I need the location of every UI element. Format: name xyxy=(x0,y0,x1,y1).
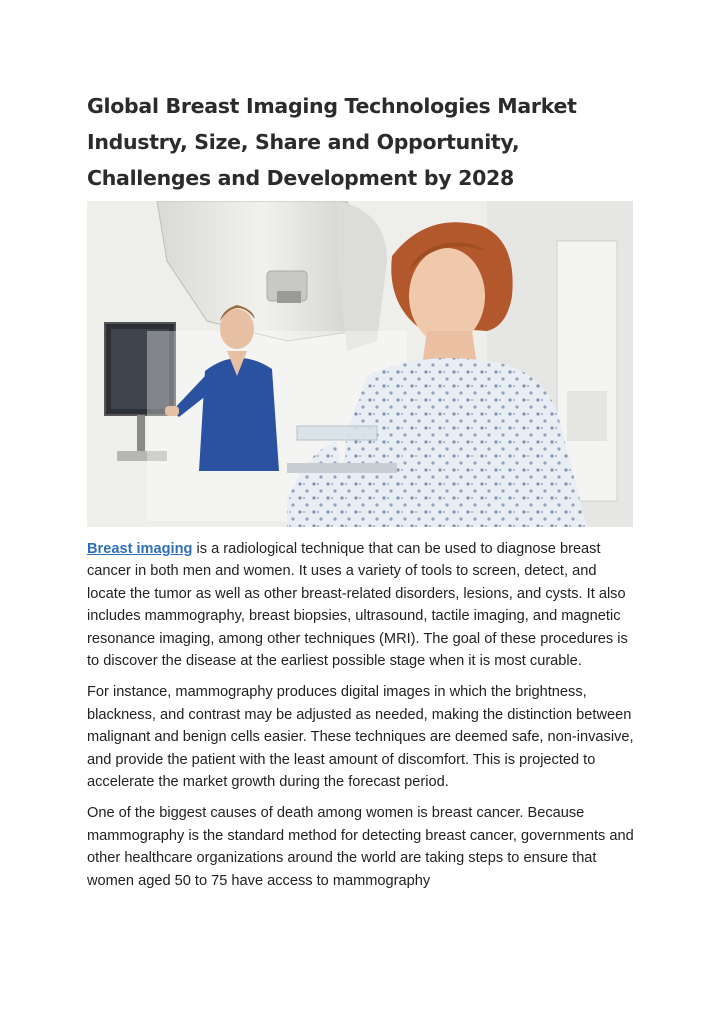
mammography-photo xyxy=(87,201,633,527)
paragraph-3: One of the biggest causes of death among women is breast cancer. Because mammography is the standard method for detecting breast cancer, governments and other healthcare organizations around the world are taking steps to ensure that women aged 50 to 75 have access to mammography xyxy=(87,805,634,889)
paragraph-2: For instance, mammography produces digital images in which the brightness, blackness, and contrast may be adjusted as needed, making the distinction between malignant and benign cells easier. These techniques are deemed safe, non-invasive, and provide the patient with the least amount of discomfort. This is projected to accelerate the market growth during the forecast period. xyxy=(87,684,634,791)
page-title: Global Breast Imaging Technologies Market Industry, Size, Share and Opportunity, Challenges and Development by 2028 xyxy=(87,94,577,190)
article-body xyxy=(87,538,637,901)
paragraph-1 xyxy=(87,538,637,672)
paragraph-1-text: is a radiological technique that can be used to diagnose breast cancer in both men and women. It uses a variety of tools to screen, detect, and locate the tumor as well as other breast-related disorders, lesions, and cysts. It also includes mammography, breast biopsies, ultrasound, tactile imaging, and magnetic resonance imaging, among other techniques (MRI). The goal of these procedures is to discover the disease at the earliest possible stage when it is most curable. xyxy=(87,541,628,670)
breast-imaging-link[interactable]: Breast imaging xyxy=(87,541,193,557)
